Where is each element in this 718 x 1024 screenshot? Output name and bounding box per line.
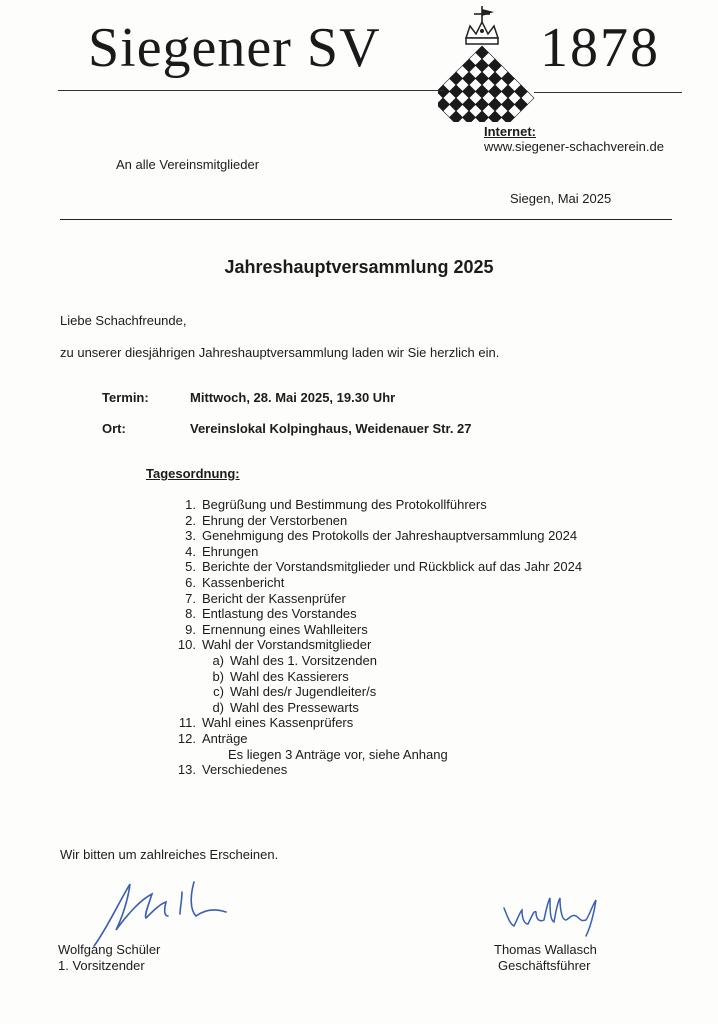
place-date: Siegen, Mai 2025 bbox=[510, 191, 612, 206]
section-divider bbox=[60, 219, 672, 220]
signatory-left-role: 1. Vorsitzender bbox=[58, 958, 145, 973]
agenda-item: 3. Genehmigung des Protokolls der Jahreshauptversammlung 2024 bbox=[185, 528, 578, 544]
agenda-item: 2. Ehrung der Verstorbenen bbox=[185, 512, 348, 528]
agenda-item: 9. Ernennung eines Wahlleiters bbox=[185, 621, 368, 637]
agenda-item: 8. Entlastung des Vorstandes bbox=[185, 606, 357, 622]
internet-url[interactable]: www.siegener-schachverein.de bbox=[484, 139, 664, 154]
agenda-list bbox=[170, 497, 650, 778]
agenda-item: 11. Wahl eines Kassenprüfers bbox=[178, 715, 354, 731]
agenda-item: 5. Berichte der Vorstandsmitglieder und Rückblick auf das Jahr 2024 bbox=[185, 559, 583, 575]
header-divider-right bbox=[534, 92, 682, 93]
invitation-text: zu unserer diesjährigen Jahreshauptversammlung laden wir Sie herzlich ein. bbox=[60, 345, 500, 360]
agenda-subitem: a) Wahl des 1. Vorsitzenden bbox=[212, 652, 377, 668]
signature-right-image bbox=[500, 890, 620, 940]
termin-label: Termin: bbox=[102, 390, 149, 405]
signature-left-image bbox=[86, 870, 256, 950]
recipient-line: An alle Vereinsmitglieder bbox=[116, 157, 260, 172]
ort-value: Vereinslokal Kolpinghaus, Weidenauer Str. 27 bbox=[190, 421, 472, 436]
header-divider-left bbox=[58, 90, 444, 91]
founding-year: 1878 bbox=[540, 17, 660, 79]
signatory-right-name: Thomas Wallasch bbox=[494, 942, 597, 957]
agenda-item: 1. Begrüßung und Bestimmung des Protokollführers bbox=[185, 497, 487, 512]
agenda-item: 10. Wahl der Vorstandsmitglieder bbox=[177, 637, 372, 653]
termin-value: Mittwoch, 28. Mai 2025, 19.30 Uhr bbox=[190, 390, 396, 405]
signatory-left-name: Wolfgang Schüler bbox=[58, 942, 161, 957]
internet-label: Internet: bbox=[484, 124, 536, 139]
agenda-item: 6. Kassenbericht bbox=[185, 574, 285, 590]
agenda-subitem: b) Wahl des Kassierers bbox=[212, 668, 349, 684]
document-title: Jahreshauptversammlung 2025 bbox=[224, 257, 494, 277]
closing-text: Wir bitten um zahlreiches Erscheinen. bbox=[60, 847, 279, 862]
agenda-item: 13. Verschiedenes bbox=[177, 762, 288, 778]
agenda-subitem: d) Wahl des Pressewarts bbox=[212, 699, 359, 715]
agenda-item: 12. Anträge bbox=[177, 730, 248, 746]
agenda-title: Tagesordnung: bbox=[146, 466, 240, 481]
signatory-right-role: Geschäftsführer bbox=[498, 958, 591, 973]
agenda-item: 7. Bericht der Kassenprüfer bbox=[185, 590, 346, 606]
agenda-note: Es liegen 3 Anträge vor, siehe Anhang bbox=[228, 746, 448, 762]
club-name: Siegener SV bbox=[88, 17, 381, 79]
agenda-subitem: c) Wahl des/r Jugendleiter/s bbox=[213, 684, 377, 700]
greeting: Liebe Schachfreunde, bbox=[60, 313, 187, 328]
agenda-item: 4. Ehrungen bbox=[185, 543, 259, 559]
chess-king-crest-icon bbox=[438, 4, 538, 122]
ort-label: Ort: bbox=[102, 421, 126, 436]
